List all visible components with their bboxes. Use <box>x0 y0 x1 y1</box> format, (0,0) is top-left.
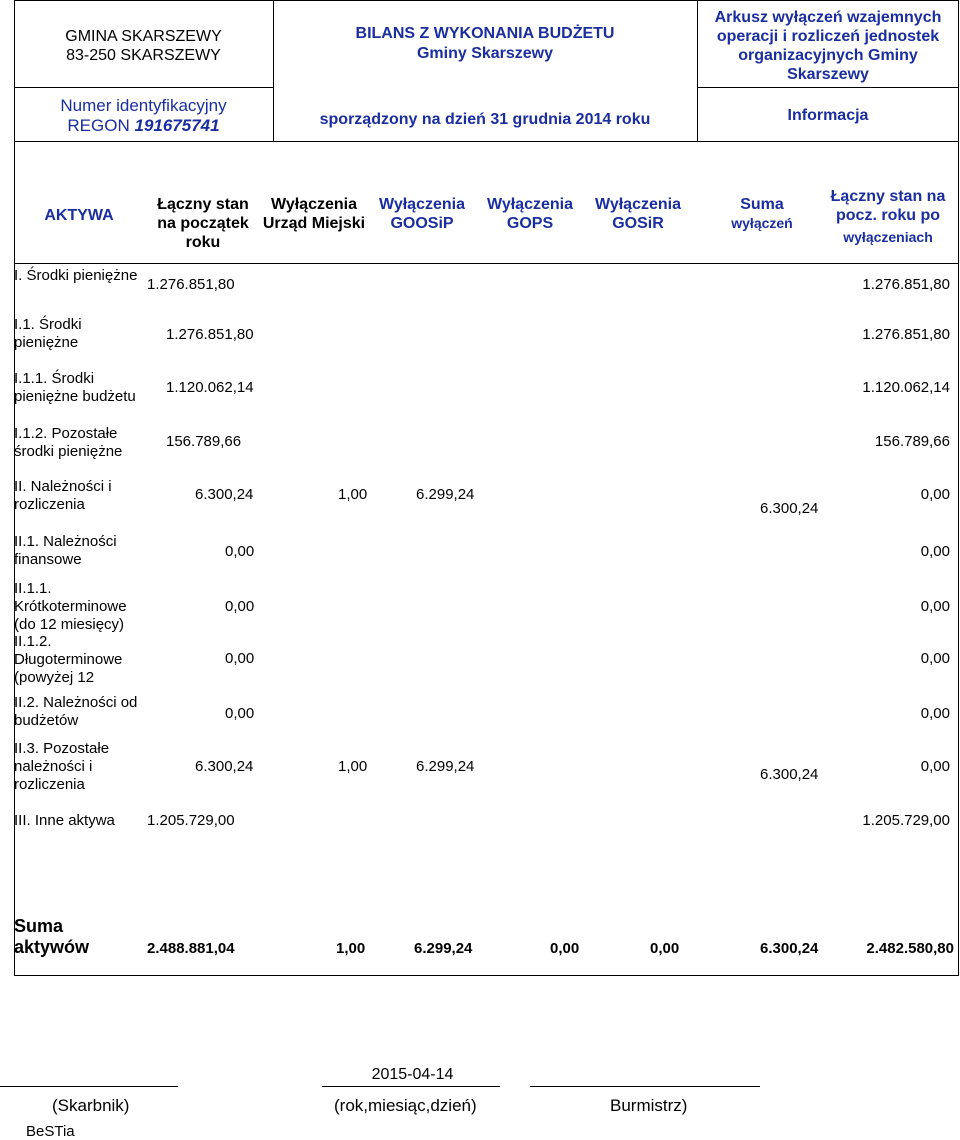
total-label <box>14 916 89 958</box>
col-excl-gops: Wyłączenia GOPS <box>487 196 573 232</box>
row-label: III. Inne aktywa <box>14 812 115 829</box>
row-value-excl-sum: 6.300,24 <box>760 500 819 517</box>
col-end-total-line2: wyłączeniach <box>843 229 933 245</box>
row-value-excl-goosip: 6.299,24 <box>416 758 475 775</box>
total-excl-goosip: 6.299,24 <box>414 940 473 957</box>
row-value-end: 0,00 <box>920 705 950 722</box>
row-value-start: 1.205.729,00 <box>147 812 235 829</box>
col-aktywa: AKTYWA <box>44 207 114 224</box>
row-value-excl-um: 1,00 <box>338 758 368 775</box>
col-excl-sum-line2: wyłączeń <box>731 215 793 231</box>
row-label: II. Należności i rozliczenia <box>14 478 112 513</box>
total-excl-um: 1,00 <box>336 940 366 957</box>
gmina-name: GMINA SKARSZEWY <box>65 28 222 45</box>
total-start: 2.488.881,04 <box>147 940 235 957</box>
row-label: I.1.1. Środki pieniężne budżetu <box>14 370 136 405</box>
row-value-end: 0,00 <box>920 650 950 667</box>
row-value-end: 1.120.062,14 <box>862 379 950 396</box>
total-excl-gops: 0,00 <box>550 940 580 957</box>
signature-date-caption: (rok,miesiąc,dzień) <box>334 1096 477 1115</box>
row-value-end: 0,00 <box>920 543 950 560</box>
row-label: I.1. Środki pieniężne <box>14 316 82 351</box>
row-label: II.1. Należności finansowe <box>14 533 117 568</box>
row-value-end: 0,00 <box>920 758 950 775</box>
row-label: II.3. Pozostałe należności i rozliczenia <box>14 740 110 793</box>
report-date: sporządzony na dzień 31 grudnia 2014 roku <box>319 111 651 128</box>
regon <box>14 116 273 135</box>
row-value-start: 6.300,24 <box>195 486 254 503</box>
col-end-total-line1: Łączny stan na pocz. roku po <box>830 188 946 224</box>
row-value-excl-um: 1,00 <box>338 486 368 503</box>
col-excl-sum-line1: Suma <box>740 196 784 213</box>
col-start-total: Łączny stan na początek roku <box>157 196 249 251</box>
row-value-start: 0,00 <box>225 543 255 560</box>
row-label: I. Środki pieniężne <box>14 267 138 284</box>
report-date-value: 2015-04-14 <box>371 1066 454 1083</box>
row-value-start: 1.276.851,80 <box>166 326 254 343</box>
col-end-total <box>818 187 958 247</box>
software-name: BeSTia <box>26 1123 75 1140</box>
regon-value: 191675741 <box>134 116 220 135</box>
row-value-start: 0,00 <box>225 705 255 722</box>
row-value-start: 6.300,24 <box>195 758 254 775</box>
row-value-excl-sum: 6.300,24 <box>760 766 819 783</box>
col-excl-goosip: Wyłączenia GOOSiP <box>379 196 465 232</box>
report-title: BILANS Z WYKONANIA BUDŻETU <box>355 25 615 42</box>
total-end: 2.482.580,80 <box>866 940 954 957</box>
row-label: I.1.2. Pozostałe środki pieniężne <box>14 425 123 460</box>
total-excl-gosir: 0,00 <box>650 940 680 957</box>
row-value-end: 1.205.729,00 <box>862 812 950 829</box>
gmina-address: 83-250 SKARSZEWY <box>66 47 221 64</box>
id-label: Numer identyfikacyjny <box>60 96 227 115</box>
row-label: II.1.1. Krótkoterminowe (do 12 miesięcy) <box>14 580 127 633</box>
row-value-end: 156.789,66 <box>874 433 950 450</box>
regon-label: REGON <box>67 116 130 135</box>
row-value-end: 1.276.851,80 <box>862 276 950 293</box>
row-value-end: 0,00 <box>920 486 950 503</box>
info-label: Informacja <box>787 107 869 124</box>
row-label: II.1.2. Długoterminowe (powyżej 12 <box>14 633 123 686</box>
sheet-title: Arkusz wyłączeń wzajemnych operacji i rozliczeń jednostek organizacyjnych Gminy Skarszewy <box>714 9 942 83</box>
total-label-line1: Suma <box>14 916 64 936</box>
signature-skarbnik: (Skarbnik) <box>52 1096 130 1115</box>
row-value-end: 1.276.851,80 <box>862 326 950 343</box>
report-subtitle: Gminy Skarszewy <box>416 45 554 62</box>
row-value-start: 1.120.062,14 <box>166 379 254 396</box>
row-value-start: 0,00 <box>225 598 255 615</box>
col-excl-sum <box>712 195 812 233</box>
row-value-start: 156.789,66 <box>166 433 242 450</box>
col-excl-gosir: Wyłączenia GOSiR <box>595 196 681 232</box>
row-value-start: 0,00 <box>225 650 255 667</box>
col-excl-um: Wyłączenia Urząd Miejski <box>262 196 366 232</box>
row-value-excl-goosip: 6.299,24 <box>416 486 475 503</box>
row-label: II.2. Należności od budżetów <box>14 694 138 729</box>
signature-burmistrz: Burmistrz) <box>610 1096 688 1115</box>
row-value-start: 1.276.851,80 <box>147 276 235 293</box>
total-label-line2: aktywów <box>14 937 90 957</box>
total-excl-sum: 6.300,24 <box>760 940 819 957</box>
row-value-end: 0,00 <box>920 598 950 615</box>
